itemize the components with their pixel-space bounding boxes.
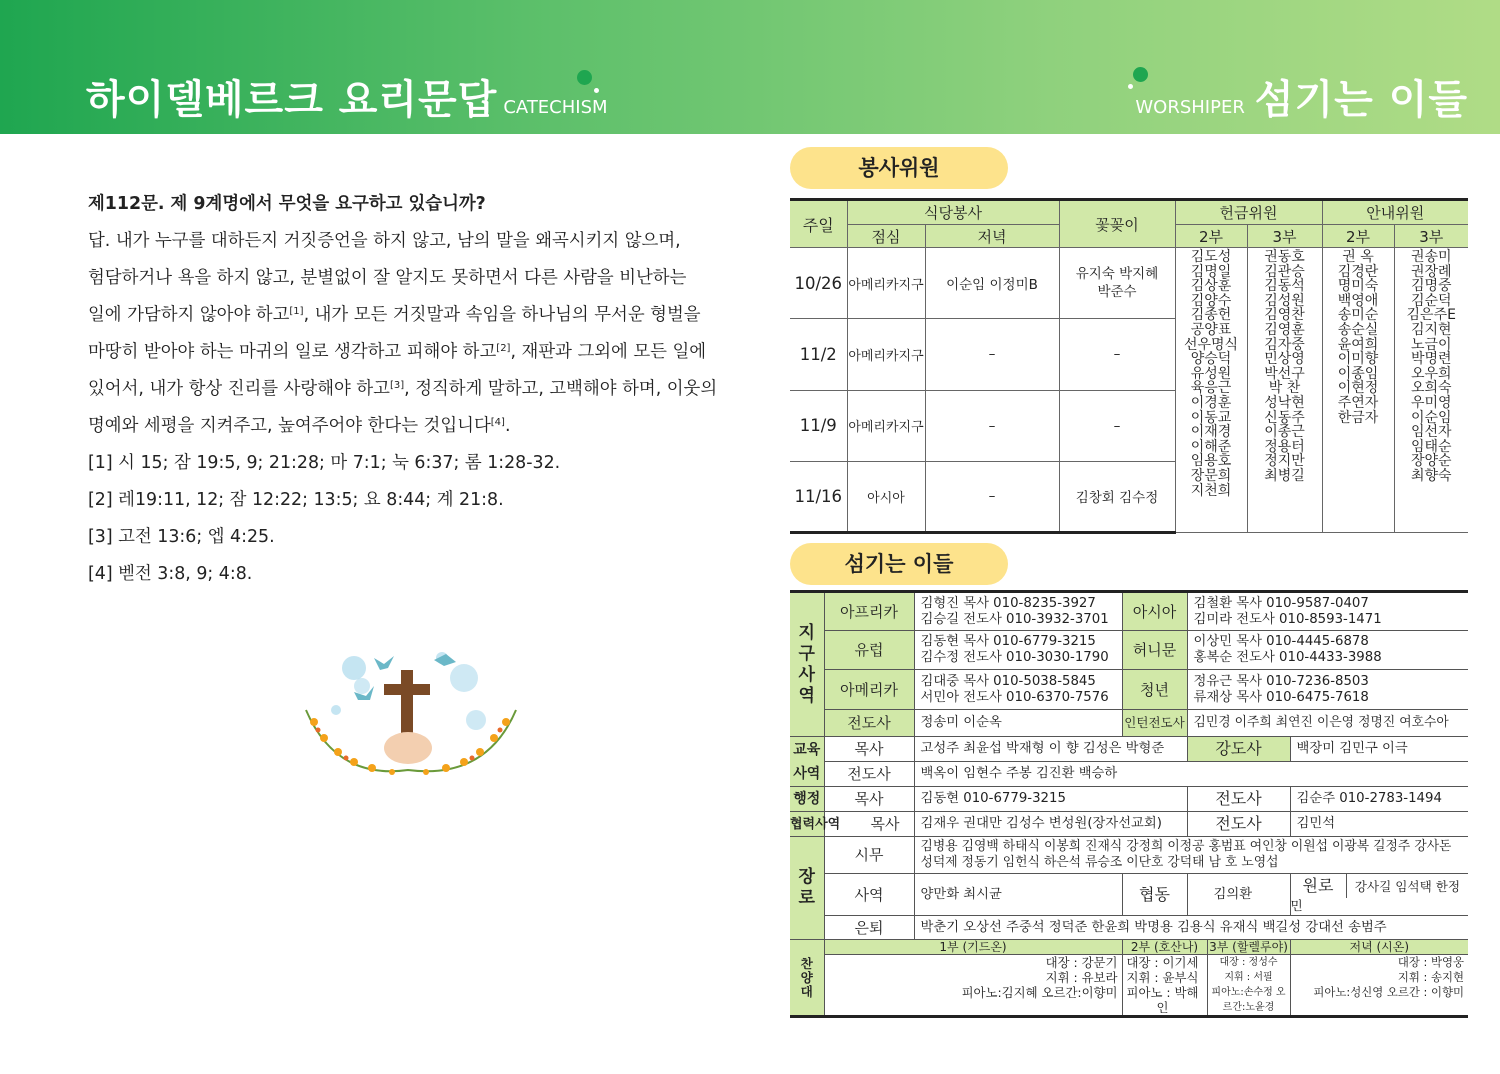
catechism-title: 하이델베르크 요리문답 (86, 77, 498, 123)
choir-3 (1207, 940, 1290, 1017)
edu-pastor-value: 고성주 최윤섭 박재형 이 향 김성은 박형준 (914, 737, 1187, 762)
scripture-reference: [1] 시 15; 잠 19:5, 9; 21:28; 마 7:1; 눅 6:37; 롬 1:28-32. (88, 453, 561, 473)
elder-ministry-value: 양만화 최시균 (914, 874, 1122, 916)
honeymoon-label: 허니문 (1122, 631, 1187, 670)
elder-retired-label: 은퇴 (824, 916, 914, 940)
scripture-reference: [3] 고전 13:6; 엡 4:25. (88, 527, 275, 547)
lunch-cell: 아시아 (847, 461, 925, 532)
lunch-cell: 아메리카지구 (847, 390, 925, 461)
choir-2 (1122, 940, 1207, 1017)
choir-info: 대장 : 강문기 지휘 : 유보라 피아노:김지혜 오르간:이향미 (961, 955, 1118, 1000)
choir-info: 대장 : 이기세 지휘 : 윤부식 피아노 : 박해인 (1126, 955, 1199, 1015)
catechism-answer-line: 일에 가담하지 않아야 하고[1], 내가 모든 거짓말과 속임을 하나님의 무서운 형벌을 (88, 305, 701, 325)
servers-title: 섬기는 이들 (790, 543, 1008, 585)
cross-illustration (296, 630, 526, 790)
guide-3-list: 권송미 권장례 김명중 김순덕 김은주E 김지현 노금이 박명련 오우희 오희숙 우미영 이순임 임선자 임태순 장양순 최향숙 (1394, 248, 1468, 533)
week-date: 11/16 (790, 461, 847, 532)
flower-cell: – (1059, 390, 1175, 461)
col-flower: 꽃꽂이 (1059, 200, 1175, 248)
col-dinner: 저녁 (925, 225, 1059, 248)
choir-name: 저녁 (시온) (1291, 940, 1469, 955)
coop-label: 협력사역 (790, 812, 824, 837)
america-label: 아메리카 (824, 670, 914, 710)
elder-ministry-label: 사역 (824, 874, 914, 916)
scripture-reference: [4] 벧전 3:8, 9; 4:8. (88, 564, 253, 584)
elder-retired-value: 박춘기 오상선 주중석 정덕준 한윤희 박명용 김용식 유재식 백길성 강대선 송범주 (914, 916, 1468, 940)
youth-label: 청년 (1122, 670, 1187, 710)
intern-value: 김민경 이주희 최연진 이은영 정명진 여호수아 (1187, 710, 1468, 737)
youth-value: 정유근 목사 010-7236-8503 류재상 목사 010-6475-7618 (1187, 670, 1468, 710)
edu-pastor-label: 목사 (824, 737, 914, 762)
choir-info: 대장 : 박영웅 지휘 : 송지현 피아노:성신영 오르간 : 이향미 (1313, 955, 1465, 999)
footnote-ref: [2] (496, 343, 511, 354)
elder-label: 장 로 (790, 837, 824, 940)
catechism-answer-line: 명예와 세평을 지켜주고, 높여주어야 한다는 것입니다[4]. (88, 416, 511, 436)
catechism-answer-line: 험담하거나 욕을 하지 않고, 분별없이 잘 알지도 못하면서 다른 사람을 비난하는 (88, 268, 687, 288)
choir-name: 2부 (호산나) (1123, 940, 1207, 955)
coop-pastor-label: 목사 (824, 812, 914, 837)
volunteers-table (790, 198, 1468, 534)
choir-name: 1부 (기드온) (825, 940, 1122, 955)
decor-dot (1128, 84, 1133, 89)
scripture-reference: [2] 레19:11, 12; 잠 12:22; 13:5; 요 8:44; 계 21:8. (88, 490, 504, 510)
servers-table (790, 590, 1468, 1018)
lunch-cell: 아메리카지구 (847, 319, 925, 390)
col-offering-3: 3부 (1247, 225, 1322, 248)
asia-value: 김철환 목사 010-9587-0407 김미라 전도사 010-8593-1471 (1187, 592, 1468, 631)
coop-pastor-value: 김재우 권대만 김성수 변성원(장자선교회) (914, 812, 1187, 837)
footnote-ref: [1] (289, 306, 304, 317)
week-date: 11/2 (790, 319, 847, 390)
worshiper-title: 섬기는 이들 (1254, 77, 1468, 123)
lecturer-label: 강도사 (1187, 737, 1290, 762)
europe-value: 김동현 목사 010-6779-3215 김수정 전도사 010-3030-1790 (914, 631, 1122, 670)
choir-1 (824, 940, 1122, 1017)
lecturer-value: 백장미 김민구 이극 (1290, 737, 1468, 762)
catechism-answer-line: 답. 내가 누구를 대하든지 거짓증언을 하지 않고, 남의 말을 왜곡시키지 않으며, (88, 231, 681, 251)
col-week: 주일 (790, 200, 847, 248)
admin-label: 행정 (790, 787, 824, 812)
coop-evangelist-value: 김민석 (1290, 812, 1468, 837)
catechism-subtitle: CATECHISM (503, 97, 608, 118)
flower-cell: 유지숙 박지혜 박준수 (1059, 248, 1175, 319)
choir-4 (1290, 940, 1468, 1017)
district-label: 지 구 사 역 (790, 592, 824, 737)
flower-cell: – (1059, 319, 1175, 390)
admin-pastor-value: 김동현 010-6779-3215 (914, 787, 1187, 812)
col-guide: 안내위원 (1322, 200, 1468, 225)
dinner-cell: – (925, 319, 1059, 390)
honeymoon-value: 이상민 목사 010-4445-6878 홍복순 전도사 010-4433-3988 (1187, 631, 1468, 670)
col-cafeteria: 식당봉사 (847, 200, 1059, 225)
col-guide-3: 3부 (1394, 225, 1468, 248)
coop-evangelist-label: 전도사 (1187, 812, 1290, 837)
elder-assoc-value: 김의환 (1187, 874, 1290, 916)
footnote-ref: [3] (389, 380, 405, 391)
catechism-question: 제112문. 제 9계명에서 무엇을 요구하고 있습니까? (88, 194, 486, 214)
admin-pastor-label: 목사 (824, 787, 914, 812)
elder-emeritus-label: 원로 (1291, 874, 1347, 898)
dinner-cell: – (925, 390, 1059, 461)
evangelist-label: 전도사 (824, 710, 914, 737)
dinner-cell: 이순임 이정미B (925, 248, 1059, 319)
africa-value: 김형진 목사 010-8235-3927 김승길 전도사 010-3932-3701 (914, 592, 1122, 631)
decor-dot (594, 88, 599, 93)
evangelist-value: 정송미 이순옥 (914, 710, 1122, 737)
catechism-heading (86, 68, 608, 125)
elder-assoc-label: 협동 (1122, 874, 1187, 916)
lunch-cell: 아메리카지구 (847, 248, 925, 319)
dinner-cell: – (925, 461, 1059, 532)
catechism-text (88, 186, 748, 593)
intern-label: 인턴전도사 (1122, 710, 1187, 737)
africa-label: 아프리카 (824, 592, 914, 631)
week-date: 11/9 (790, 390, 847, 461)
col-lunch: 점심 (847, 225, 925, 248)
admin-evangelist-label: 전도사 (1187, 787, 1290, 812)
choir-name: 3부 (할렐루야) (1209, 940, 1288, 954)
catechism-answer-line: 있어서, 내가 항상 진리를 사랑해야 하고[3], 정직하게 말하고, 고백해야 하며, 이웃의 (88, 379, 718, 399)
elder-active-value: 김병용 김영백 하태식 이봉희 진재식 강정희 이정공 홍범표 여인창 이원섭 이광복 길정주 강사돈 성덕제 정동기 임헌식 하은석 류승조 이단호 강덕태 남 호 노영섭 (914, 837, 1468, 874)
offering-3-list: 권동호 김관승 김동석 김성원 김영찬 김영훈 김자중 민상영 박선구 박 찬 성낙현 신동주 이종근 정용터 정지만 최병길 (1247, 248, 1322, 533)
choir-label: 찬 양 대 (790, 940, 824, 1017)
elder-emeritus-value: 강사길 임석택 한정민 (1290, 879, 1461, 913)
america-value: 김대중 목사 010-5038-5845 서민아 전도사 010-6370-7576 (914, 670, 1122, 710)
admin-evangelist-value: 김순주 010-2783-1494 (1290, 787, 1468, 812)
catechism-answer-line: 마땅히 받아야 하는 마귀의 일로 생각하고 피해야 하고[2], 재판과 그외에 모든 일에 (88, 342, 707, 362)
choir-info: 대장 : 정성수 지휘 : 서필 피아노:손수정 오르간:노윤경 (1211, 957, 1286, 1013)
col-offering-2: 2부 (1175, 225, 1247, 248)
edu-evangelist-label: 전도사 (824, 762, 914, 787)
offering-2-list: 김도성 김명일 김상훈 김양수 김종헌 공양표 선우명식 양승덕 유성원 육응근 이경훈 이동교 이재경 이해준 임용호 장문희 지천희 (1175, 248, 1247, 533)
elder-active-label: 시무 (824, 837, 914, 874)
col-offering: 헌금위원 (1175, 200, 1322, 225)
flower-cell: 김창회 김수정 (1059, 461, 1175, 532)
col-guide-2: 2부 (1322, 225, 1394, 248)
week-date: 10/26 (790, 248, 847, 319)
education-label: 교육 사역 (790, 737, 824, 787)
decor-dot (577, 70, 592, 85)
elder-emeritus-cell (1290, 874, 1468, 916)
europe-label: 유럽 (824, 631, 914, 670)
edu-evangelist-value: 백옥이 임현수 주봉 김진환 백승하 (914, 762, 1468, 787)
volunteers-title: 봉사위원 (790, 147, 1008, 189)
footnote-ref: [4] (490, 417, 505, 428)
guide-2-list: 권 옥 김경란 명미숙 백영애 송미순 송순실 윤여희 이미향 이종임 이현정 주연자 한금자 (1322, 248, 1394, 533)
worshiper-heading (1135, 68, 1468, 125)
asia-label: 아시아 (1122, 592, 1187, 631)
worshiper-subtitle: WORSHIPER (1135, 97, 1245, 118)
